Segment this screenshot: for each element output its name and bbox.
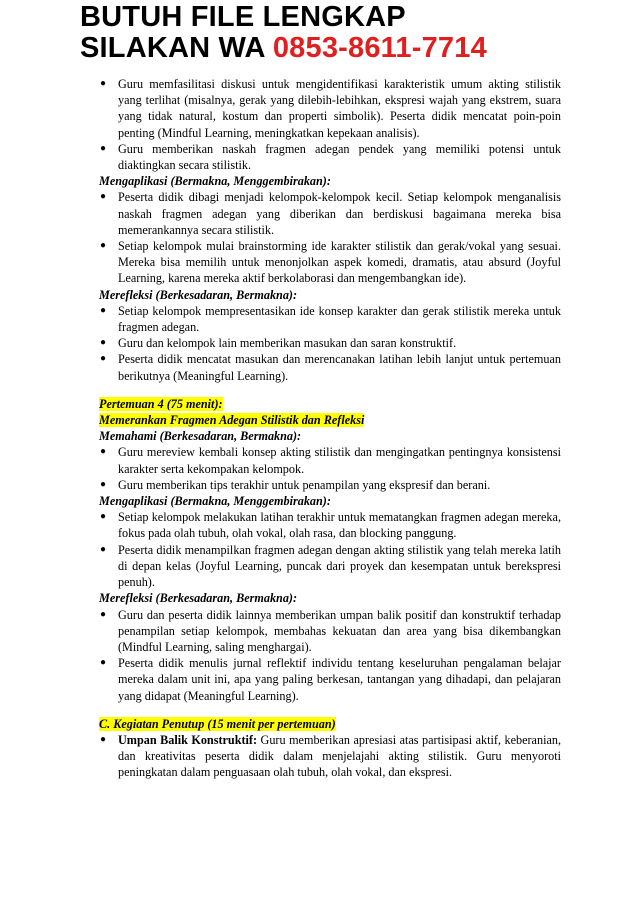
- bullet-icon: ●: [100, 353, 107, 365]
- bullet-list-closing: [99, 732, 561, 781]
- bullet-list-1: [99, 76, 561, 173]
- bullet-icon: ●: [100, 304, 107, 316]
- banner-phone-number[interactable]: 0853-8611-7714: [272, 32, 487, 64]
- bullet-icon: ●: [100, 511, 107, 523]
- bullet-list-5: [99, 509, 561, 590]
- list-item: ● Guru mereview kembali konsep akting stilistik dan mengingatkan pentingnya konsistensi karakter serta kekompakan kelompok.: [100, 445, 561, 476]
- bullet-icon: ●: [100, 446, 107, 458]
- bullet-list-6: [99, 607, 561, 704]
- bullet-icon: ●: [100, 191, 107, 203]
- list-item: ● Umpan Balik Konstruktif: Guru memberikan apresiasi atas partisipasi aktif, keberanian, dan kreativitas peserta didik dalam menjelajahi akting stilistik. Guru menyoroti peningkatan dalam penguasaan olah tubuh, olah vokal, dan ekspresi.: [100, 732, 562, 780]
- list-item: ● Guru memberikan tips terakhir untuk penampilan yang ekspresif dan berani.: [100, 477, 491, 492]
- bullet-icon: ●: [100, 142, 107, 154]
- section-heading: Merefleksi (Berkesadaran, Bermakna):: [99, 287, 298, 302]
- item-bold-label: Umpan Balik Konstruktif:: [118, 732, 258, 747]
- bullet-icon: ●: [100, 733, 107, 745]
- bullet-icon: ●: [100, 543, 107, 555]
- meeting-4-subtitle: Memerankan Fragmen Adegan Stilistik dan Refleksi: [99, 413, 365, 428]
- list-item: ● Guru memfasilitasi diskusi untuk mengidentifikasi karakteristik umum akting stilistik yang terlihat (misalnya, gerak yang dilebih-lebihkan, ekspresi wajah yang ekstrem, suara yang tidak natural, kostum dan properti simbolik). Peserta didik mencatat poin-poin penting (Mindful Learning, meningkatkan kepekaan analisis).: [100, 77, 561, 140]
- meeting-4-title: Pertemuan 4 (75 menit):: [99, 396, 223, 411]
- bullet-icon: ●: [100, 337, 107, 349]
- closing-section-title: C. Kegiatan Penutup (15 menit per pertemuan): [99, 716, 336, 731]
- banner-line-2: [80, 33, 487, 64]
- document-body: [99, 76, 561, 781]
- section-heading: Memahami (Berkesadaran, Bermakna):: [99, 429, 302, 444]
- list-item: ● Peserta didik menulis jurnal reflektif individu tentang keseluruhan pengalaman belajar mereka dalam unit ini, apa yang paling berkesan, tantangan yang dihadapi, dan pelajaran yang didapat (Meaningful Learning).: [100, 656, 561, 703]
- spacer: [99, 384, 561, 396]
- list-item: ● Guru memberikan naskah fragmen adegan pendek yang memiliki potensi untuk diaktingkan secara stilistik.: [100, 141, 561, 173]
- bullet-icon: ●: [100, 657, 107, 669]
- list-item: ● Setiap kelompok mempresentasikan ide konsep karakter dan gerak stilistik mereka untuk fragmen adegan.: [100, 303, 561, 335]
- list-item: ● Peserta didik menampilkan fragmen adegan dengan akting stilistik yang telah mereka latih di depan kelas (Joyful Learning, puncak dari proyek dan kesempatan untuk berekspresi penuh).: [100, 542, 561, 590]
- list-item: ● Peserta didik dibagi menjadi kelompok-kelompok kecil. Setiap kelompok menganalisis naskah fragmen adegan yang diberikan dan berdiskusi bagaimana mereka bisa memerankannya secara stilistik.: [100, 190, 561, 237]
- section-heading: Mengaplikasi (Bermakna, Menggembirakan):: [99, 174, 331, 189]
- list-item: ● Setiap kelompok mulai brainstorming ide karakter stilistik dan gerak/vokal yang sesuai. Mereka bisa memilih untuk menonjolkan aspek komedi, dramatis, atau absurd (Joyful Learning, karena mereka aktif berkolaborasi dan mengembangkan ide).: [100, 239, 561, 286]
- section-heading: Mengaplikasi (Bermakna, Menggembirakan):: [99, 494, 331, 509]
- spacer: [99, 704, 561, 716]
- bullet-list-4: [99, 444, 561, 493]
- bullet-list-2: [99, 189, 561, 286]
- bullet-icon: ●: [100, 240, 107, 252]
- bullet-icon: ●: [100, 608, 107, 620]
- promo-banner: [80, 0, 487, 64]
- list-item: ● Guru dan kelompok lain memberikan masukan dan saran konstruktif.: [100, 336, 457, 351]
- banner-prefix: SILAKAN WA: [80, 32, 273, 64]
- bullet-icon: ●: [100, 478, 107, 490]
- list-item: ● Setiap kelompok melakukan latihan terakhir untuk mematangkan fragmen adegan mereka, fokus pada olah tubuh, olah vokal, olah rasa, dan blocking panggung.: [100, 510, 561, 541]
- list-item: ● Peserta didik mencatat masukan dan merencanakan latihan lebih lanjut untuk pertemuan berikutnya (Meaningful Learning).: [100, 352, 561, 383]
- section-heading: Merefleksi (Berkesadaran, Bermakna):: [99, 591, 298, 606]
- bullet-list-3: [99, 303, 561, 384]
- bullet-icon: ●: [100, 78, 107, 89]
- list-item: ● Guru dan peserta didik lainnya memberikan umpan balik positif dan konstruktif terhadap penampilan setiap kelompok, membahas kekuatan dan area yang bisa dikembangkan (Mindful Learning, saling menghargai).: [100, 607, 561, 654]
- banner-line-1: BUTUH FILE LENGKAP: [80, 1, 406, 33]
